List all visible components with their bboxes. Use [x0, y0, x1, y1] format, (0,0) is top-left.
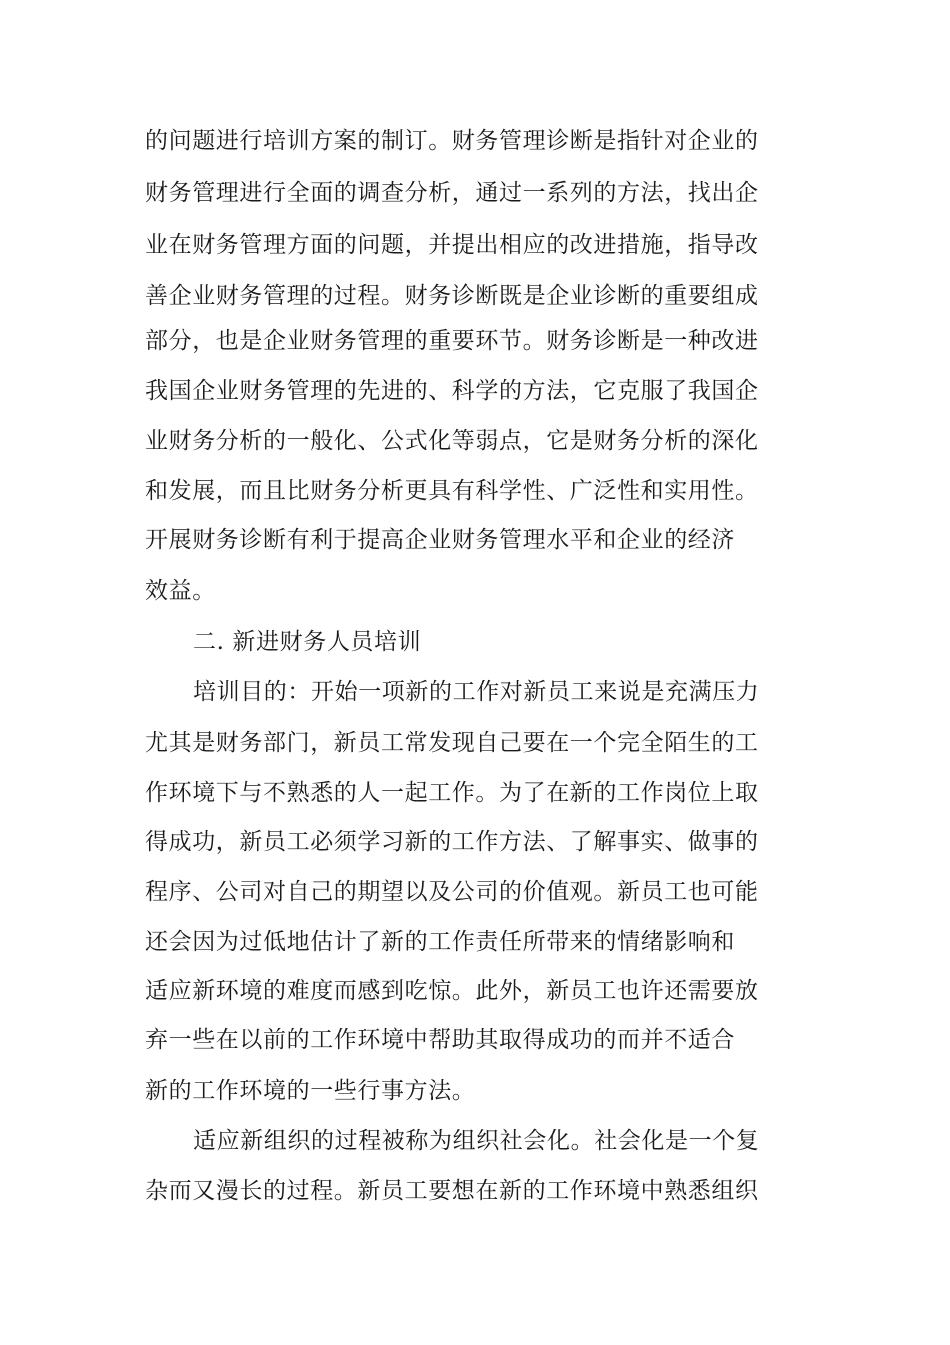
text-line: 部分，也是企业财务管理的重要环节。财务诊断是一种改进: [145, 328, 759, 354]
text-line: 的问题进行培训方案的制订。财务管理诊断是指针对企业的: [145, 128, 759, 154]
text-line: 效益。: [145, 578, 216, 604]
text-line: 财务管理进行全面的调查分析，通过一系列的方法，找出企: [145, 180, 759, 206]
text-line: 业财务分析的一般化、公式化等弱点，它是财务分析的深化: [145, 428, 759, 454]
section-heading: 二. 新进财务人员培训: [193, 629, 422, 655]
text-line: 尤其是财务部门，新员工常发现自己要在一个完全陌生的工: [145, 730, 759, 756]
text-line: 业在财务管理方面的问题，并提出相应的改进措施，指导改: [145, 232, 759, 258]
text-line: 作环境下与不熟悉的人一起工作。为了在新的工作岗位上取: [145, 780, 759, 806]
text-line: 开展财务诊断有利于提高企业财务管理水平和企业的经济: [145, 527, 735, 553]
text-line: 培训目的：开始一项新的工作对新员工来说是充满压力: [193, 679, 760, 705]
text-line: 还会因为过低地估计了新的工作责任所带来的情绪影响和: [145, 929, 735, 955]
text-line: 我国企业财务管理的先进的、科学的方法，它克服了我国企: [145, 378, 759, 404]
text-line: 杂而又漫长的过程。新员工要想在新的工作环境中熟悉组织: [145, 1178, 759, 1204]
text-line: 弃一些在以前的工作环境中帮助其取得成功的而并不适合: [145, 1027, 735, 1053]
text-line: 和发展，而且比财务分析更具有科学性、广泛性和实用性。: [145, 478, 759, 504]
text-line: 适应新环境的难度而感到吃惊。此外，新员工也许还需要放: [145, 978, 759, 1004]
text-line: 得成功，新员工必须学习新的工作方法、了解事实、做事的: [145, 829, 759, 855]
text-line: 程序、公司对自己的期望以及公司的价值观。新员工也可能: [145, 879, 759, 905]
text-line: 新的工作环境的一些行事方法。: [145, 1078, 476, 1104]
text-line: 适应新组织的过程被称为组织社会化。社会化是一个复: [193, 1128, 760, 1154]
text-line: 善企业财务管理的过程。财务诊断既是企业诊断的重要组成: [145, 283, 759, 309]
